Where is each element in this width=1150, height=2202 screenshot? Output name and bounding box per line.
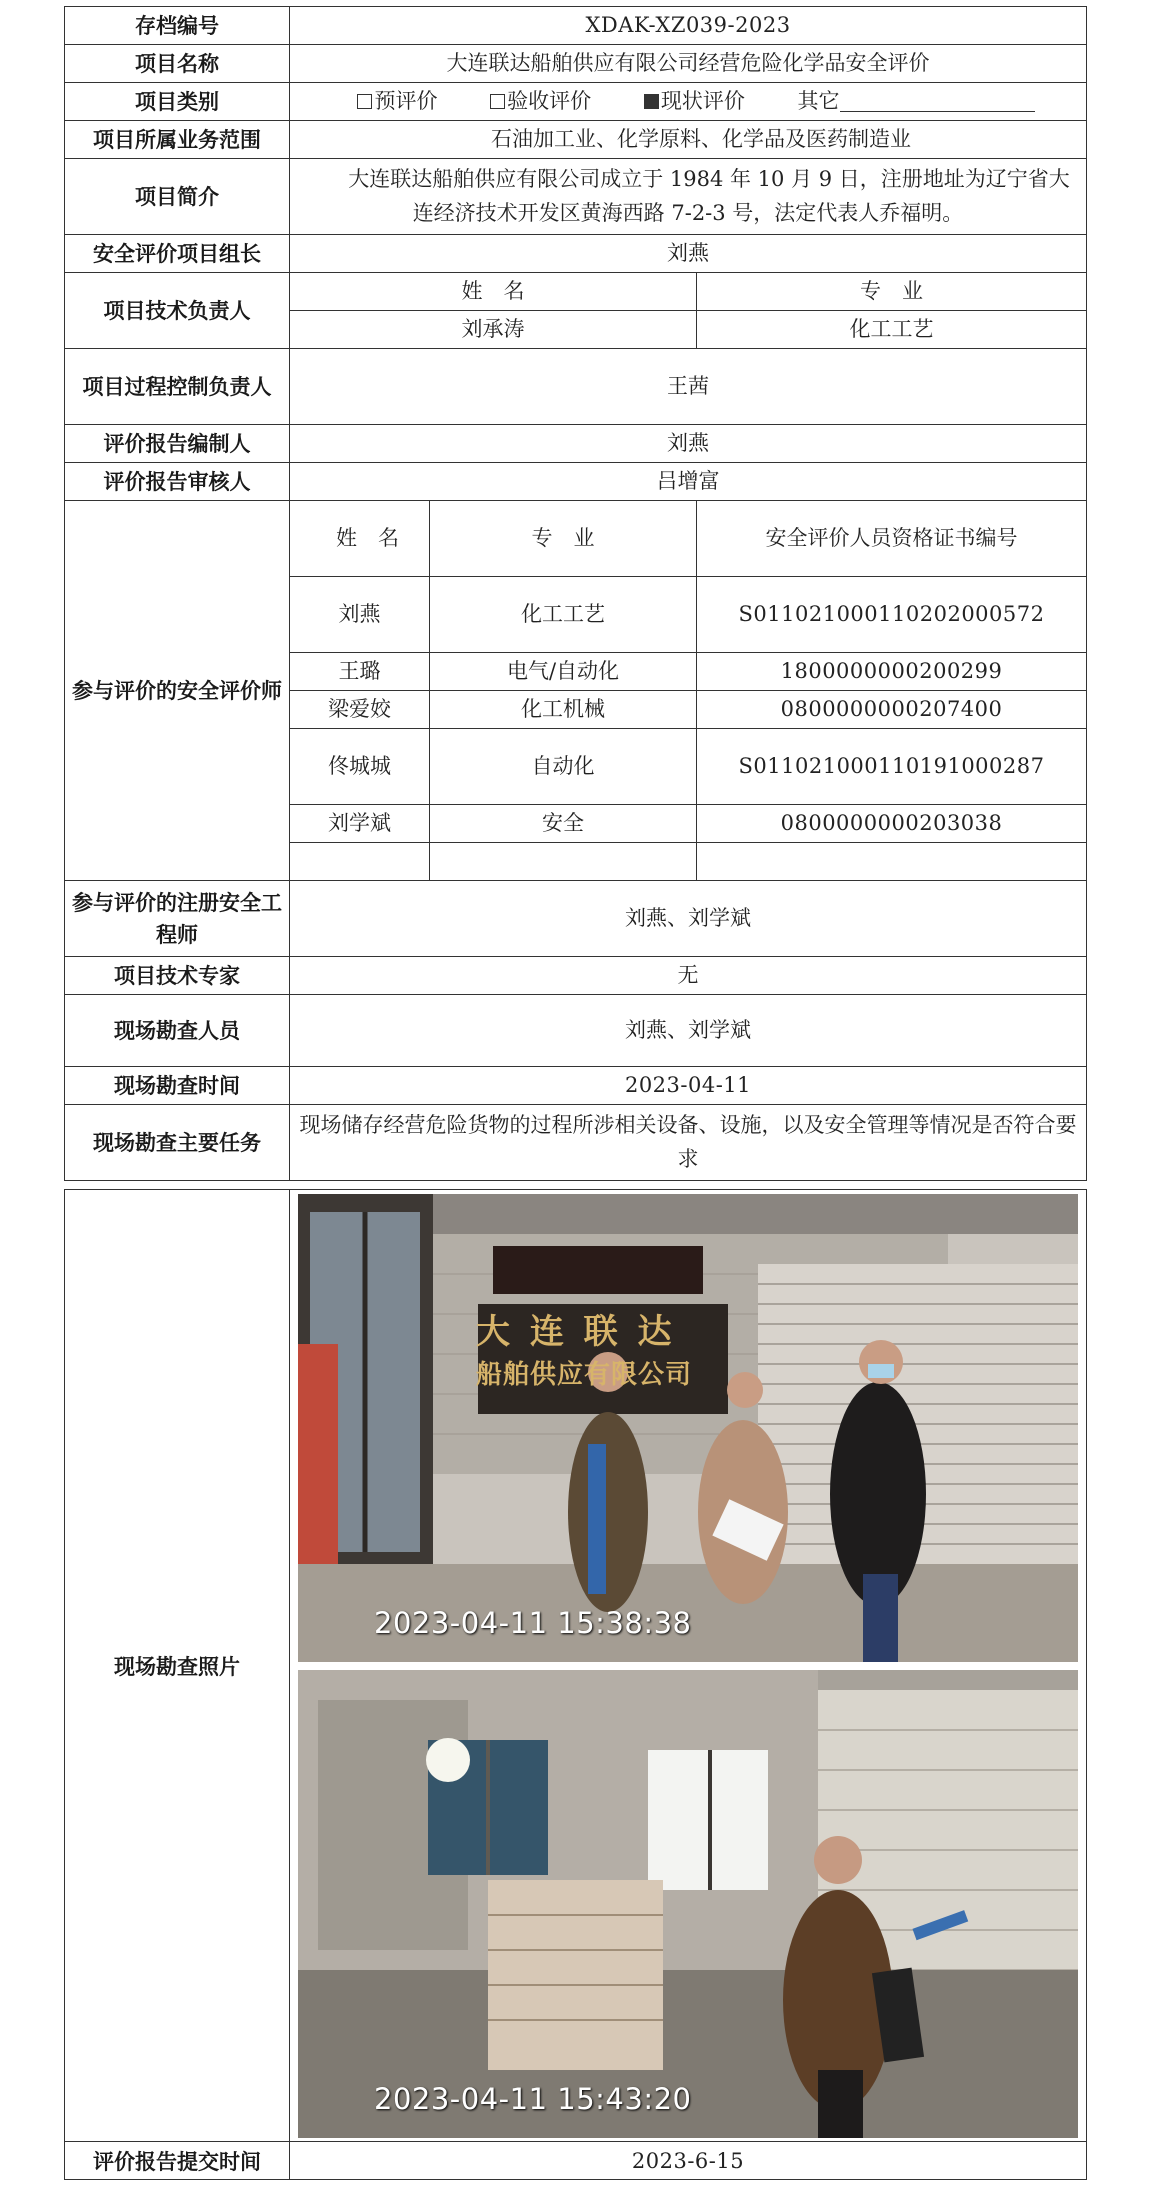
row-evaluators-header bbox=[65, 501, 1087, 577]
evaluator-cert: 0800000000203038 bbox=[697, 805, 1087, 843]
survey-photos-label: 现场勘查照片 bbox=[65, 1190, 290, 2142]
evaluators-col-name: 姓 名 bbox=[290, 501, 430, 577]
report-author-value: 刘燕 bbox=[290, 425, 1087, 463]
row-tech-lead-header bbox=[65, 273, 1087, 311]
team-leader-value: 刘燕 bbox=[290, 235, 1087, 273]
report-reviewer-label: 评价报告审核人 bbox=[65, 463, 290, 501]
row-report-author bbox=[65, 425, 1087, 463]
evaluator-major: 自动化 bbox=[430, 729, 697, 805]
tech-lead-col-major: 专 业 bbox=[697, 273, 1087, 311]
evaluator-name: 刘学斌 bbox=[290, 805, 430, 843]
survey-time-label: 现场勘查时间 bbox=[65, 1067, 290, 1105]
row-project-category bbox=[65, 83, 1087, 121]
row-submit-time bbox=[65, 2142, 1087, 2180]
info-table bbox=[64, 6, 1087, 1181]
row-archive-no bbox=[65, 7, 1087, 45]
company-sign-line2: 船舶供应有限公司 bbox=[476, 1359, 693, 1390]
row-business-scope bbox=[65, 121, 1087, 159]
option-status-evaluation[interactable]: 现状评价 bbox=[644, 89, 745, 113]
evaluator-name: 刘燕 bbox=[290, 577, 430, 653]
process-control-label: 项目过程控制负责人 bbox=[65, 349, 290, 425]
project-category-options bbox=[290, 83, 1087, 121]
survey-photo-2-image bbox=[298, 1670, 1078, 2138]
option-acceptance-evaluation[interactable]: 验收评价 bbox=[490, 89, 591, 113]
evaluator-cert: 1800000000200299 bbox=[697, 653, 1087, 691]
evaluators-col-cert: 安全评价人员资格证书编号 bbox=[697, 501, 1087, 577]
evaluator-name: 梁爱姣 bbox=[290, 691, 430, 729]
row-process-control bbox=[65, 349, 1087, 425]
registered-engineers-label: 参与评价的注册安全工程师 bbox=[65, 881, 290, 957]
row-survey-time bbox=[65, 1067, 1087, 1105]
project-category-label: 项目类别 bbox=[65, 83, 290, 121]
evaluators-col-major: 专 业 bbox=[430, 501, 697, 577]
project-intro-label: 项目简介 bbox=[65, 159, 290, 235]
photos-table bbox=[64, 1189, 1087, 2180]
surveyors-label: 现场勘查人员 bbox=[65, 995, 290, 1067]
checkbox-checked-icon bbox=[644, 94, 659, 109]
tech-expert-label: 项目技术专家 bbox=[65, 957, 290, 995]
checkbox-unchecked-icon bbox=[490, 94, 505, 109]
evaluator-cert: S011021000110191000287 bbox=[697, 729, 1087, 805]
project-intro-value: 大连联达船舶供应有限公司成立于 1984 年 10 月 9 日，注册地址为辽宁省大连经济技术开发区黄海西路 7-2-3 号，法定代表人乔福明。 bbox=[290, 159, 1087, 235]
survey-time-value: 2023-04-11 bbox=[290, 1067, 1087, 1105]
evaluator-name-empty bbox=[290, 843, 430, 881]
row-team-leader bbox=[65, 235, 1087, 273]
evaluator-cert: S011021000110202000572 bbox=[697, 577, 1087, 653]
photo-1-timestamp: 2023-04-11 15:38:38 bbox=[374, 1605, 692, 1640]
survey-photo-2 bbox=[298, 1670, 1078, 2138]
row-tech-expert bbox=[65, 957, 1087, 995]
row-project-name bbox=[65, 45, 1087, 83]
row-project-intro bbox=[65, 159, 1087, 235]
evaluator-name: 王璐 bbox=[290, 653, 430, 691]
survey-photos-cell bbox=[290, 1190, 1087, 2142]
evaluator-cert-empty bbox=[697, 843, 1087, 881]
process-control-value: 王茜 bbox=[290, 349, 1087, 425]
row-report-reviewer bbox=[65, 463, 1087, 501]
row-registered-engineers bbox=[65, 881, 1087, 957]
evaluator-major: 化工机械 bbox=[430, 691, 697, 729]
archive-no-value: XDAK-XZ039-2023 bbox=[290, 7, 1087, 45]
evaluator-cert: 0800000000207400 bbox=[697, 691, 1087, 729]
row-surveyors bbox=[65, 995, 1087, 1067]
business-scope-label: 项目所属业务范围 bbox=[65, 121, 290, 159]
survey-photo-1 bbox=[298, 1194, 1078, 1662]
evaluation-form bbox=[64, 6, 1086, 2180]
evaluator-major: 化工工艺 bbox=[430, 577, 697, 653]
project-name-label: 项目名称 bbox=[65, 45, 290, 83]
other-blank-line bbox=[840, 91, 1035, 112]
company-sign-line1: 大 连 联 达 bbox=[476, 1311, 676, 1352]
evaluator-major: 安全 bbox=[430, 805, 697, 843]
tech-lead-major: 化工工艺 bbox=[697, 311, 1087, 349]
survey-photo-1-image bbox=[298, 1194, 1078, 1662]
report-author-label: 评价报告编制人 bbox=[65, 425, 290, 463]
tech-lead-name: 刘承涛 bbox=[290, 311, 697, 349]
tech-lead-label: 项目技术负责人 bbox=[65, 273, 290, 349]
evaluator-major-empty bbox=[430, 843, 697, 881]
evaluator-major: 电气/自动化 bbox=[430, 653, 697, 691]
row-survey-task bbox=[65, 1105, 1087, 1181]
project-name-value: 大连联达船舶供应有限公司经营危险化学品安全评价 bbox=[290, 45, 1087, 83]
archive-no-label: 存档编号 bbox=[65, 7, 290, 45]
checkbox-unchecked-icon bbox=[357, 94, 372, 109]
report-reviewer-value: 吕增富 bbox=[290, 463, 1087, 501]
submit-time-label: 评价报告提交时间 bbox=[65, 2142, 290, 2180]
tech-lead-col-name: 姓 名 bbox=[290, 273, 697, 311]
tech-expert-value: 无 bbox=[290, 957, 1087, 995]
option-pre-evaluation[interactable]: 预评价 bbox=[357, 89, 437, 113]
team-leader-label: 安全评价项目组长 bbox=[65, 235, 290, 273]
evaluator-name: 佟城城 bbox=[290, 729, 430, 805]
business-scope-value: 石油加工业、化学原料、化学品及医药制造业 bbox=[290, 121, 1087, 159]
registered-engineers-value: 刘燕、刘学斌 bbox=[290, 881, 1087, 957]
option-other[interactable]: 其它 bbox=[798, 89, 1035, 113]
survey-task-label: 现场勘查主要任务 bbox=[65, 1105, 290, 1181]
surveyors-value: 刘燕、刘学斌 bbox=[290, 995, 1087, 1067]
photo-2-timestamp: 2023-04-11 15:43:20 bbox=[374, 2081, 692, 2116]
evaluators-label: 参与评价的安全评价师 bbox=[65, 501, 290, 881]
row-survey-photos bbox=[65, 1190, 1087, 2142]
survey-task-value: 现场储存经营危险货物的过程所涉相关设备、设施，以及安全管理等情况是否符合要求 bbox=[290, 1105, 1087, 1181]
submit-time-value: 2023-6-15 bbox=[290, 2142, 1087, 2180]
